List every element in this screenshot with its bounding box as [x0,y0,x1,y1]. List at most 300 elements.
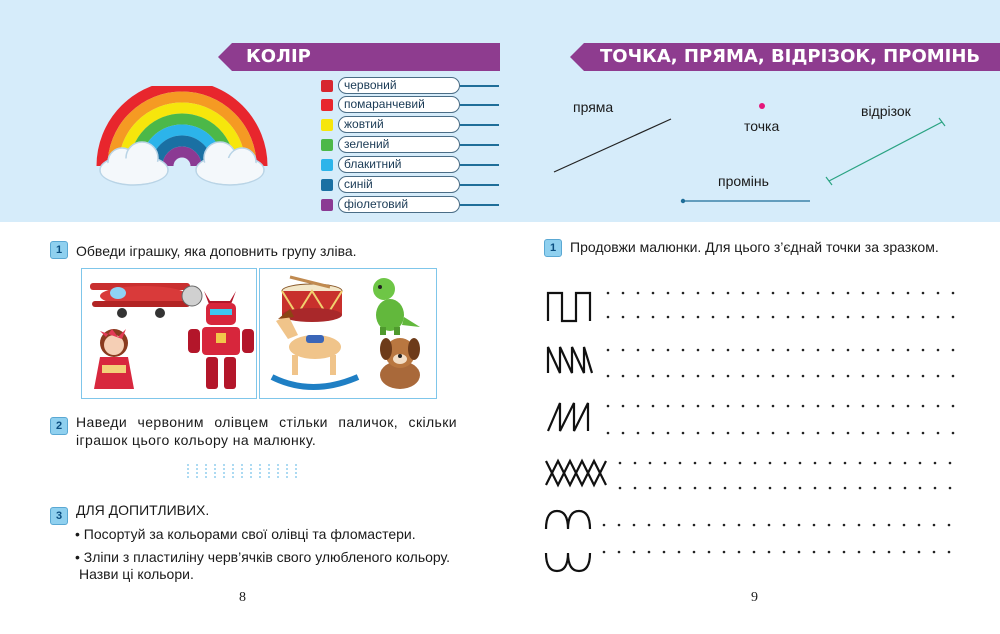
grid-dot [952,316,955,319]
sticks-area [184,463,306,481]
grid-dot [922,292,925,295]
grid-dot [892,432,895,435]
segment-figure [829,122,942,181]
color-item-violet [321,196,501,214]
color-line [460,104,499,106]
grid-dot [757,375,760,378]
task-instruction: Обведи іграшку, яка доповнить групу зліва. [76,243,357,259]
task-number: 3 [50,507,68,525]
cup-pattern [546,553,590,571]
grid-dot [784,462,787,465]
grid-dot [742,349,745,352]
grid-dot [607,292,610,295]
blue-swatch [321,179,333,191]
color-label: блакитний [338,156,460,173]
grid-dot [772,405,775,408]
color-label: фіолетовий [338,196,460,213]
grid-dot [858,551,861,554]
grid-dot [652,292,655,295]
grid-dot [918,551,921,554]
grid-dot [892,292,895,295]
dinosaur-toy [373,278,420,335]
grid-dot [754,487,757,490]
grid-dot [858,524,861,527]
grid-dot [607,349,610,352]
ray-label: промінь [718,173,769,189]
grid-dot [607,316,610,319]
grid-dot [922,316,925,319]
grid-dot [952,432,955,435]
grid-dot [727,432,730,435]
grid-dot [697,292,700,295]
grid-dot [738,551,741,554]
grid-dot [847,316,850,319]
cross-pattern [546,461,606,485]
grid-dot [862,316,865,319]
grid-dot [637,292,640,295]
grid-dot [922,432,925,435]
slash-zigzag-pattern [548,403,588,431]
grid-dot [933,551,936,554]
grid-dot [813,524,816,527]
grid-dot [637,405,640,408]
grid-dot [753,524,756,527]
grid-dot [817,292,820,295]
bullet-item: • Зліпи з пластиліну черв’ячків свого улюбленого кольору. [75,549,451,565]
yellow-swatch [321,119,333,131]
grid-dot [787,292,790,295]
grid-dot [649,487,652,490]
bullet-item: • Посортуй за кольорами свої олівці та фломастери. [75,526,416,542]
grid-dot [619,462,622,465]
grid-dot [829,462,832,465]
arch-pattern [546,511,590,529]
task-number: 1 [544,239,562,257]
grid-dot [664,487,667,490]
section-title-geometry: ТОЧКА, ПРЯМА, ВІДРІЗОК, ПРОМІНЬ [584,43,1000,71]
color-label: помаранчевий [338,96,460,113]
grid-dot [877,405,880,408]
grid-dot [907,349,910,352]
grid-dot [664,462,667,465]
grid-dot [802,316,805,319]
grid-dot [784,487,787,490]
task-instruction: Продовжи малюнки. Для цього з’єднай точки за зразком. [570,239,939,255]
grid-dot [843,551,846,554]
grid-dot [709,487,712,490]
grid-dot [754,462,757,465]
grid-dot [844,487,847,490]
grid-dot [649,462,652,465]
red-swatch [321,80,333,92]
grid-dot [847,375,850,378]
grid-dot [798,524,801,527]
grid-dot [757,292,760,295]
grid-dot [678,524,681,527]
n-zigzag-pattern [548,347,592,373]
grid-dot [904,462,907,465]
grid-dot [934,462,937,465]
grid-dot [679,462,682,465]
grid-dot [907,316,910,319]
grid-dot [634,487,637,490]
grid-dot [607,375,610,378]
grid-dot [817,349,820,352]
color-line [460,204,499,206]
grid-dot [667,316,670,319]
grid-dot [903,551,906,554]
grid-dot [772,349,775,352]
grid-dot [727,316,730,319]
grid-dot [832,405,835,408]
grid-dot [648,551,651,554]
grid-dot [859,487,862,490]
grid-dot [712,292,715,295]
grid-dot [694,462,697,465]
grid-dot [933,524,936,527]
task-title: ДЛЯ ДОПИТЛИВИХ. [76,502,210,518]
grid-dot [724,487,727,490]
grid-dot [603,524,606,527]
color-item-orange [321,96,501,114]
grid-dot [934,487,937,490]
grid-dot [682,432,685,435]
grid-dot [622,292,625,295]
grid-dot [753,551,756,554]
grid-dot [888,524,891,527]
task-number: 1 [50,241,68,259]
color-label: червоний [338,77,460,94]
grid-dot [862,375,865,378]
grid-dot [843,524,846,527]
grid-dot [919,487,922,490]
grid-dot [682,405,685,408]
grid-dot [937,432,940,435]
grid-dot [667,405,670,408]
grid-dot [817,316,820,319]
grid-dot [697,405,700,408]
grid-dot [907,375,910,378]
grid-dot [694,487,697,490]
color-item-blue [321,176,501,194]
grid-dot [693,524,696,527]
grid-dot [622,316,625,319]
grid-dot [772,292,775,295]
grid-dot [768,524,771,527]
grid-dot [648,524,651,527]
segment-label: відрізок [861,103,911,119]
grid-dot [607,432,610,435]
orange-swatch [321,99,333,111]
color-item-yellow [321,116,501,134]
grid-dot [739,487,742,490]
grid-dot [862,292,865,295]
grid-dot [892,316,895,319]
grid-dot [772,316,775,319]
point-label: точка [744,118,780,134]
doll-toy [94,329,134,389]
grid-dot [802,432,805,435]
grid-dot [847,405,850,408]
grid-dot [682,375,685,378]
task-instruction: Наведи червоним олівцем стільки паличок, скільки іграшок цього кольору на малюнку. [76,414,457,448]
grid-dot [682,292,685,295]
grid-dot [787,375,790,378]
grid-dot [787,349,790,352]
grid-dot [814,462,817,465]
color-line [460,124,499,126]
grid-dot [862,349,865,352]
grid-dot [802,292,805,295]
grid-dot [817,375,820,378]
grid-dot [622,405,625,408]
grid-dot [918,524,921,527]
grid-dot [802,405,805,408]
grid-dot [637,349,640,352]
grid-dot [817,405,820,408]
grid-dot [757,405,760,408]
grid-dot [888,551,891,554]
grid-dot [862,432,865,435]
grid-dot [937,349,940,352]
grid-dot [619,487,622,490]
grid-dot [877,375,880,378]
color-item-green [321,136,501,154]
grid-dot [873,551,876,554]
grid-dot [949,462,952,465]
grid-dot [859,462,862,465]
grid-dot [769,487,772,490]
grid-dot [877,432,880,435]
grid-dot [889,462,892,465]
toy-group-left [81,268,257,399]
color-label: синій [338,176,460,193]
grid-dot [607,405,610,408]
grid-dot [667,349,670,352]
grid-dot [772,375,775,378]
grid-dot [739,462,742,465]
grid-dot [787,405,790,408]
grid-dot [682,349,685,352]
grid-dot [783,551,786,554]
color-item-light-blue [321,156,501,174]
grid-dot [652,432,655,435]
section-title-color: КОЛІР [232,43,500,71]
page-number-left: 8 [239,590,246,605]
grid-dot [948,524,951,527]
grid-dot [663,551,666,554]
grid-dot [829,487,832,490]
grid-dot [873,524,876,527]
grid-dot [712,405,715,408]
square-wave-pattern [548,293,590,321]
grid-dot [907,432,910,435]
task-number: 2 [50,417,68,435]
grid-dot [652,349,655,352]
page-number-right: 9 [751,590,758,605]
grid-dot [742,292,745,295]
grid-dot [874,462,877,465]
grid-dot [637,316,640,319]
grid-dot [862,405,865,408]
grid-dot [768,551,771,554]
grid-dot [723,524,726,527]
line-figure [554,119,671,172]
grid-dot [738,524,741,527]
grid-dot [937,316,940,319]
violet-swatch [321,199,333,211]
plane-toy [90,283,202,318]
grid-dot [907,405,910,408]
dog-toy [380,338,420,389]
grid-dot [802,375,805,378]
grid-dot [922,349,925,352]
grid-dot [903,524,906,527]
grid-dot [682,316,685,319]
grid-dot [907,292,910,295]
grid-dot [802,349,805,352]
grid-dot [727,349,730,352]
grid-dot [783,524,786,527]
grid-dot [633,551,636,554]
grid-dot [799,462,802,465]
grid-dot [622,349,625,352]
grid-dot [892,405,895,408]
grid-dot [937,375,940,378]
grid-dot [679,487,682,490]
grid-dot [832,316,835,319]
dot-grid [600,288,960,558]
color-item-red [321,77,501,95]
grid-dot [892,375,895,378]
grid-dot [652,316,655,319]
grid-dot [652,375,655,378]
grid-dot [952,292,955,295]
color-label: зелений [338,136,460,153]
robot-toy [188,291,254,389]
grid-dot [817,432,820,435]
grid-dot [832,432,835,435]
grid-dot [844,462,847,465]
grid-dot [769,462,772,465]
grid-dot [742,375,745,378]
grid-dot [847,432,850,435]
grid-dot [847,349,850,352]
grid-dot [618,551,621,554]
grid-dot [874,487,877,490]
color-line [460,164,499,166]
grid-dot [742,432,745,435]
grid-dot [919,462,922,465]
grid-dot [757,349,760,352]
grid-dot [637,375,640,378]
grid-dot [922,405,925,408]
grid-dot [948,551,951,554]
grid-dot [667,375,670,378]
grid-dot [708,524,711,527]
grid-dot [847,292,850,295]
grid-dot [622,375,625,378]
grid-dot [618,524,621,527]
grid-dot [633,524,636,527]
grid-dot [622,432,625,435]
grid-dot [813,551,816,554]
grid-dot [828,524,831,527]
light-blue-swatch [321,159,333,171]
grid-dot [663,524,666,527]
grid-dot [697,316,700,319]
grid-dot [937,292,940,295]
grid-dot [723,551,726,554]
grid-dot [667,432,670,435]
grid-dot [952,405,955,408]
color-line [460,144,499,146]
grid-dot [832,349,835,352]
color-label: жовтий [338,116,460,133]
grid-dot [727,405,730,408]
grid-dot [634,462,637,465]
grid-dot [742,405,745,408]
grid-dot [832,292,835,295]
grid-dot [667,292,670,295]
grid-dot [952,375,955,378]
grid-dot [708,551,711,554]
grid-dot [709,462,712,465]
grid-dot [697,349,700,352]
grid-dot [727,292,730,295]
grid-dot [712,375,715,378]
grid-dot [712,316,715,319]
grid-dot [757,432,760,435]
grid-dot [724,462,727,465]
grid-dot [922,375,925,378]
grid-dot [727,375,730,378]
grid-dot [889,487,892,490]
bullet-item: Назви ці кольори. [79,566,194,582]
grid-dot [787,316,790,319]
grid-dot [952,349,955,352]
point-figure [759,103,765,109]
grid-dot [742,316,745,319]
grid-dot [814,487,817,490]
grid-dot [712,349,715,352]
grid-dot [937,405,940,408]
grid-dot [652,405,655,408]
grid-dot [693,551,696,554]
grid-dot [712,432,715,435]
line-label: пряма [573,99,614,115]
grid-dot [697,375,700,378]
rainbow-illustration [96,86,268,192]
grid-dot [904,487,907,490]
color-line [460,85,499,87]
grid-dot [603,551,606,554]
grid-dot [678,551,681,554]
grid-dot [772,432,775,435]
grid-dot [798,551,801,554]
grid-dot [697,432,700,435]
grid-dot [877,316,880,319]
grid-dot [949,487,952,490]
green-swatch [321,139,333,151]
grid-dot [787,432,790,435]
color-line [460,184,499,186]
grid-dot [877,292,880,295]
grid-dot [832,375,835,378]
grid-dot [892,349,895,352]
grid-dot [799,487,802,490]
grid-dot [828,551,831,554]
